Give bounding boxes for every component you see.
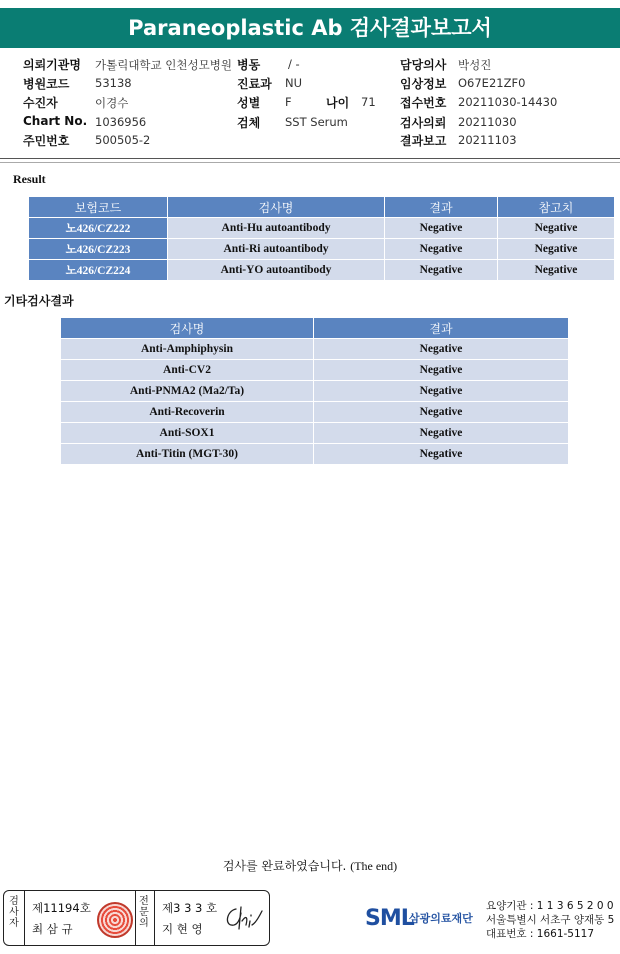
age-value: 71 <box>361 95 376 109</box>
examinee-value: 이경수 <box>95 96 129 110</box>
reference-value: Negative <box>498 218 614 238</box>
lab-code: 요양기관 : 1 1 3 6 5 2 0 0 <box>486 900 614 912</box>
institution-label: 의뢰기관명 <box>23 58 81 72</box>
result-header-reference: 참고치 <box>498 197 614 217</box>
sex-value: F <box>285 95 292 109</box>
other-section-title: 기타검사결과 <box>4 294 74 308</box>
test-result: Negative <box>385 260 497 280</box>
test-name: Anti-YO autoantibody <box>168 260 384 280</box>
request-date-value: 20211030 <box>458 115 517 129</box>
department-label: 진료과 <box>237 77 272 91</box>
official-seal <box>97 902 133 938</box>
reference-value: Negative <box>498 260 614 280</box>
age-label: 나이 <box>326 96 350 110</box>
signature-divider <box>154 891 155 945</box>
result-section-title: Result <box>13 172 46 186</box>
doctor-label: 담당의사 <box>400 58 447 72</box>
resident-no-value: 500505-2 <box>95 133 151 147</box>
test-name: Anti-Hu autoantibody <box>168 218 384 238</box>
report-title: Paraneoplastic Ab 검사결과보고서 <box>0 8 620 48</box>
result-header-result: 결과 <box>385 197 497 217</box>
insurance-code: 노426/CZ222 <box>29 218 167 238</box>
signer2-name: 지 현 영 <box>162 922 203 936</box>
result-table <box>28 196 615 281</box>
test-result: Negative <box>314 423 568 443</box>
table-row <box>61 402 568 422</box>
lab-phone: 대표번호 : 1661-5117 <box>486 928 595 940</box>
lab-name: 삼광의료재단 <box>409 912 473 925</box>
table-row <box>61 360 568 380</box>
signer2-role: 전 문 의 <box>139 896 149 929</box>
result-header-code: 보험코드 <box>29 197 167 217</box>
request-date-label: 검사의뢰 <box>400 116 447 130</box>
test-name: Anti-Amphiphysin <box>61 339 313 359</box>
clinical-info-label: 임상정보 <box>400 77 447 91</box>
ward-value: / - <box>288 57 300 71</box>
test-name: Anti-SOX1 <box>61 423 313 443</box>
receipt-no-label: 접수번호 <box>400 96 447 110</box>
signer2-license: 제3 3 3 호 <box>162 901 218 915</box>
department-value: NU <box>285 76 303 90</box>
other-header-result: 결과 <box>314 318 568 338</box>
receipt-no-value: 20211030-14430 <box>458 95 558 109</box>
insurance-code: 노426/CZ223 <box>29 239 167 259</box>
result-table-header <box>29 197 614 217</box>
table-row <box>29 239 614 259</box>
other-results-table <box>60 317 569 465</box>
sex-label: 성별 <box>237 96 261 110</box>
doctor-value: 박성진 <box>458 58 492 72</box>
lab-info <box>486 899 614 941</box>
insurance-code: 노426/CZ224 <box>29 260 167 280</box>
signer1-license: 제11194호 <box>32 901 91 915</box>
hospital-code-label: 병원코드 <box>23 77 70 91</box>
signature-divider <box>135 891 136 945</box>
signature-box <box>3 890 270 946</box>
clinical-info-value: O67E21ZF0 <box>458 76 526 90</box>
test-name: Anti-Ri autoantibody <box>168 239 384 259</box>
table-row <box>29 260 614 280</box>
end-note <box>0 857 620 874</box>
institution-value: 가톨릭대학교 인천성모병원 <box>95 58 232 72</box>
end-note-english: (The end) <box>350 859 398 873</box>
table-row <box>61 423 568 443</box>
end-note-korean: 검사를 완료하였습니다. <box>222 859 347 873</box>
lab-logo-mark: SML <box>365 906 414 931</box>
chart-no-value: 1036956 <box>95 115 147 129</box>
resident-no-label: 주민번호 <box>23 134 70 148</box>
test-result: Negative <box>385 218 497 238</box>
test-result: Negative <box>314 444 568 464</box>
test-result: Negative <box>314 339 568 359</box>
examinee-label: 수진자 <box>23 96 58 110</box>
test-result: Negative <box>385 239 497 259</box>
specimen-label: 검체 <box>237 116 261 130</box>
table-row <box>61 444 568 464</box>
reference-value: Negative <box>498 239 614 259</box>
lab-address: 서울특별시 서초구 양재동 5 <box>486 914 615 926</box>
test-result: Negative <box>314 402 568 422</box>
other-table-header <box>61 318 568 338</box>
signature-icon <box>222 903 264 933</box>
report-date-value: 20211103 <box>458 133 517 147</box>
patient-info <box>0 52 620 152</box>
test-name: Anti-PNMA2 (Ma2/Ta) <box>61 381 313 401</box>
ward-label: 병동 <box>237 58 261 72</box>
chart-no-label: Chart No. <box>23 114 88 128</box>
hospital-code-value: 53138 <box>95 76 132 90</box>
lab-logo <box>365 898 483 940</box>
signature-divider <box>24 891 25 945</box>
test-name: Anti-Recoverin <box>61 402 313 422</box>
test-result: Negative <box>314 360 568 380</box>
other-header-test: 검사명 <box>61 318 313 338</box>
signer1-role: 검 사 자 <box>9 896 19 929</box>
specimen-value: SST Serum <box>285 115 348 129</box>
table-row <box>61 339 568 359</box>
header-divider <box>0 158 620 163</box>
test-result: Negative <box>314 381 568 401</box>
signer1-name: 최 삼 규 <box>32 922 73 936</box>
test-name: Anti-Titin (MGT-30) <box>61 444 313 464</box>
report-date-label: 결과보고 <box>400 134 447 148</box>
table-row <box>61 381 568 401</box>
result-header-test: 검사명 <box>168 197 384 217</box>
table-row <box>29 218 614 238</box>
test-name: Anti-CV2 <box>61 360 313 380</box>
